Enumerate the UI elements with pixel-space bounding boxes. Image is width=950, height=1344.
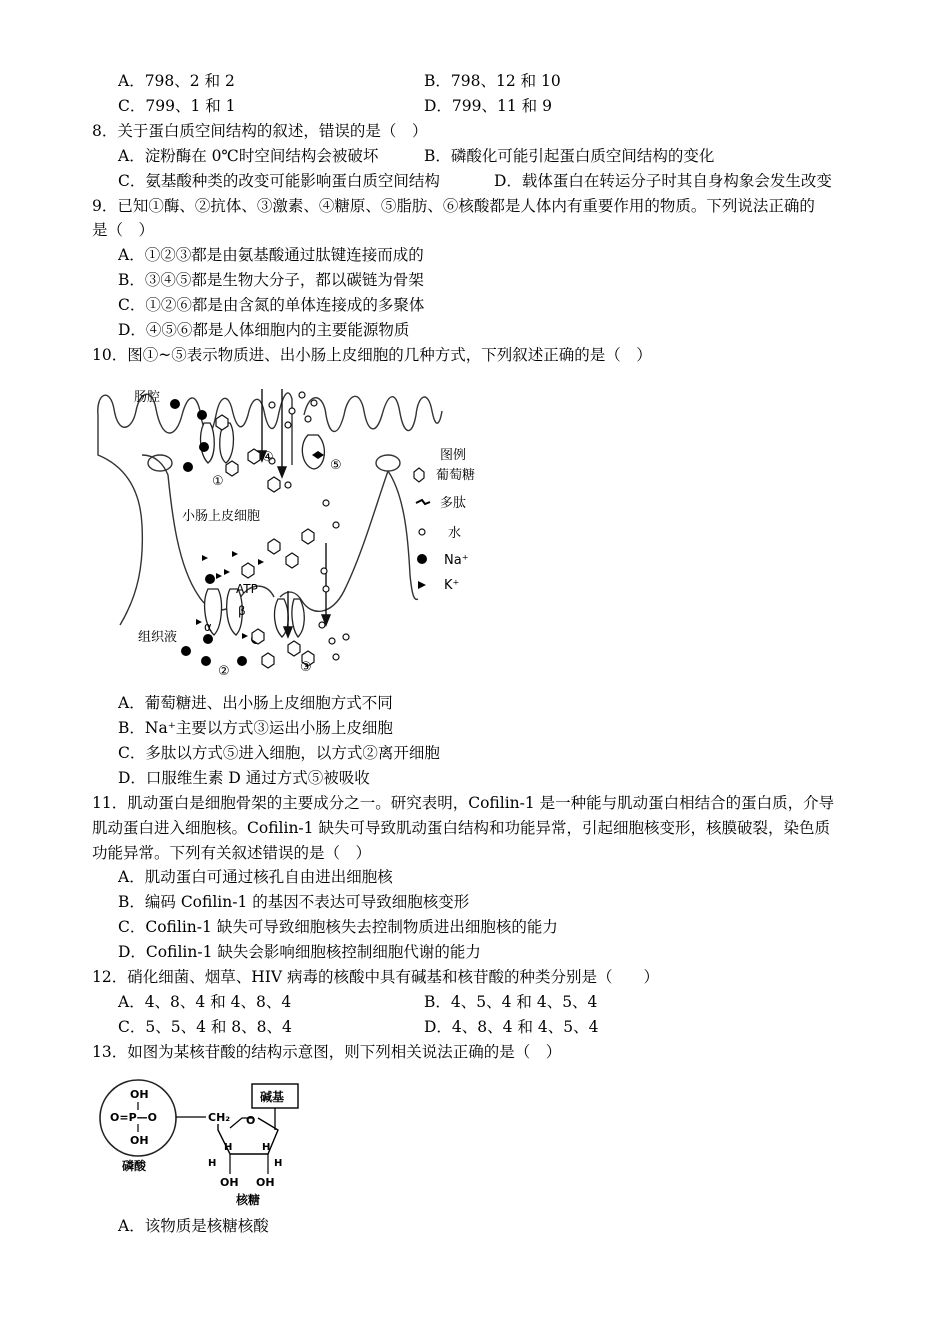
- phosphate-o-p-o: O=P—O: [110, 1111, 157, 1124]
- q11-option-b: B．编码 Cofilin-1 的基因不表达可导致细胞核变形: [118, 893, 470, 911]
- q10-option-b: B．Na⁺主要以方式③运出小肠上皮细胞: [118, 719, 393, 737]
- legend-title: 图例: [440, 448, 467, 463]
- q9-option-a: A．①②③都是由氨基酸通过肽键连接而成的: [118, 246, 424, 264]
- label-lumen: 肠腔: [134, 390, 161, 405]
- legend-na: Na⁺: [444, 553, 469, 568]
- legend-water: 水: [448, 526, 462, 541]
- q9-stem-line2: 是（ ）: [92, 221, 155, 239]
- q12-option-d: D．4、8、4 和 4、5、4: [424, 1018, 599, 1036]
- q12-stem: 12．硝化细菌、烟草、HIV 病毒的核酸中具有碱基和核苷酸的种类分别是（ ）: [92, 968, 659, 986]
- label-tissue-fluid: 组织液: [138, 630, 178, 645]
- phosphate-oh-bottom: OH: [130, 1134, 149, 1147]
- q7-option-b: B．798、12 和 10: [424, 72, 561, 90]
- legend-glucose-icon: [414, 468, 424, 482]
- label-n5: ⑤: [330, 458, 342, 473]
- q11-stem-line2: 肌动蛋白进入细胞核。Cofilin-1 缺失可导致肌动蛋白结构和功能异常，引起细胞核变形，核膜破裂，染色质: [92, 819, 830, 837]
- q11-option-a: A．肌动蛋白可通过核孔自由进出细胞核: [118, 868, 393, 886]
- label-phosphate: 磷酸: [122, 1159, 147, 1173]
- label-n4: ④: [262, 450, 274, 465]
- q13-stem: 13．如图为某核苷酸的结构示意图，则下列相关说法正确的是（ ）: [92, 1043, 562, 1061]
- ring-oh1: OH: [220, 1176, 239, 1189]
- legend-peptide: 多肽: [440, 496, 467, 511]
- ring-oxygen: O: [246, 1114, 256, 1127]
- label-alpha: α: [204, 620, 212, 634]
- q8-option-d: D．载体蛋白在转运分子时其自身构象会发生改变: [494, 172, 832, 190]
- legend-k-icon: [418, 581, 426, 589]
- legend-na-icon: [417, 554, 427, 564]
- q10-stem: 10．图①~⑤表示物质进、出小肠上皮细胞的几种方式，下列叙述正确的是（ ）: [92, 346, 652, 364]
- q11-stem-line1: 11．肌动蛋白是细胞骨架的主要成分之一。研究表明，Cofilin-1 是一种能与肌动蛋白相结合的蛋白质，介导: [92, 794, 835, 812]
- label-atp: ATP: [236, 582, 258, 596]
- q12-option-c: C．5、5、4 和 8、8、4: [118, 1018, 292, 1036]
- ring-h1: H: [208, 1158, 217, 1169]
- legend-water-icon: [419, 529, 425, 535]
- q9-option-c: C．①②⑥都是由含氮的单体连接成的多聚体: [118, 296, 425, 314]
- q11-option-c: C．Cofilin-1 缺失可导致细胞核失去控制物质进出细胞核的能力: [118, 918, 558, 936]
- q10-option-a: A．葡萄糖进、出小肠上皮细胞方式不同: [118, 694, 393, 712]
- label-base: 碱基: [260, 1090, 285, 1104]
- ring-h2: H: [224, 1142, 233, 1153]
- label-n2: ②: [218, 664, 230, 679]
- q9-stem-line1: 9．已知①酶、②抗体、③激素、④糖原、⑤脂肪、⑥核酸都是人体内有重要作用的物质。下列说法正确的: [92, 197, 815, 215]
- nucleotide-figure: [94, 1074, 324, 1214]
- intestinal-cell-figure: [92, 375, 492, 685]
- q8-option-a: A．淀粉酶在 0℃时空间结构会被破坏: [118, 147, 379, 165]
- legend-peptide-icon: [416, 500, 430, 504]
- q8-option-c: C．氨基酸种类的改变可能影响蛋白质空间结构: [118, 172, 440, 190]
- q8-stem: 8．关于蛋白质空间结构的叙述，错误的是（ ）: [92, 122, 428, 140]
- label-n3: ③: [300, 660, 312, 675]
- label-n1: ①: [212, 474, 224, 489]
- label-ch2: CH₂: [208, 1111, 231, 1124]
- q12-option-a: A．4、8、4 和 4、8、4: [118, 993, 292, 1011]
- legend-glucose: 葡萄糖: [436, 468, 476, 483]
- q10-option-d: D．口服维生素 D 通过方式⑤被吸收: [118, 769, 370, 787]
- ring-h4: H: [274, 1158, 283, 1169]
- ring-h3: H: [262, 1142, 271, 1153]
- q9-option-b: B．③④⑤都是生物大分子，都以碳链为骨架: [118, 271, 424, 289]
- q11-option-d: D．Cofilin-1 缺失会影响细胞核控制细胞代谢的能力: [118, 943, 481, 961]
- q7-option-c: C．799、1 和 1: [118, 97, 236, 115]
- q7-option-d: D．799、11 和 9: [424, 97, 552, 115]
- label-cell: 小肠上皮细胞: [182, 509, 261, 524]
- label-beta: β: [238, 604, 246, 618]
- legend-k: K⁺: [444, 578, 460, 593]
- phosphate-oh-top: OH: [130, 1088, 149, 1101]
- q8-option-b: B．磷酸化可能引起蛋白质空间结构的变化: [424, 147, 715, 165]
- q11-stem-line3: 功能异常。下列有关叙述错误的是（ ）: [92, 844, 372, 862]
- q12-option-b: B．4、5、4 和 4、5、4: [424, 993, 598, 1011]
- q7-option-a: A．798、2 和 2: [118, 72, 235, 90]
- q13-option-a: A．该物质是核糖核酸: [118, 1217, 269, 1235]
- q10-option-c: C．多肽以方式⑤进入细胞，以方式②离开细胞: [118, 744, 440, 762]
- q9-option-d: D．④⑤⑥都是人体细胞内的主要能源物质: [118, 321, 410, 339]
- label-ribose: 核糖: [236, 1193, 261, 1207]
- ring-oh2: OH: [256, 1176, 275, 1189]
